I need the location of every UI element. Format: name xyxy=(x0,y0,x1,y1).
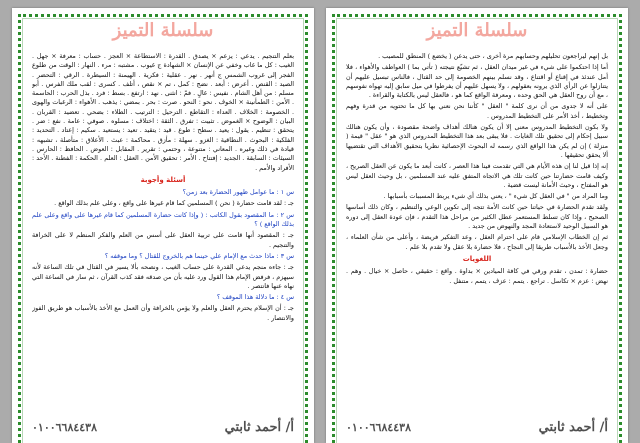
page-header: سلسلة التميز xyxy=(112,20,214,41)
body-paragraph: على أنه لا جدوى من أن نرى كلمة " العقل " كأننا نحن نعني بها كل ما تحتويه من قدرة وفهم وتخطيط ، أخذ الأمر على التخطيط المدروس . xyxy=(346,102,608,120)
body-paragraph: إنه إذا قيل لنا إن هذه الأيام هي التي تقدمت فينا هذا العصر ، كانت أبعد ما يكون عن العقل الصريح ، وكيف قامت حضارتنا حين كانت تلك هي الاتجاه المتفق عليه عند المسلمين ، بل وحيث العقل ليس هو المفتاح ، وحيث الأمانة ليست قضية . xyxy=(346,162,608,189)
question-3: س ٣ : ماذا حدث مع الإمام علي حينما هم بالخروج للقتال ؟ وما موقفه ؟ xyxy=(104,251,294,260)
body-paragraph: ثم إن الخطاب الإسلامي قام على احترام العقل ، وعد التفكير فريضة ، وأعلى من شأن العلماء ، وجعل الأخذ بالأسباب طريقا إلى النجاح ، فلا حضارة بلا عقل ولا تقدم بلا علم . xyxy=(346,233,608,251)
question-4: س ٤ : ما دلالة هذا الموقف ؟ xyxy=(216,293,294,302)
body-paragraph: أما إذا احتكموا على شيء في غير ميدان العقل ، ثم تشيّع نتيجته ( تأتي بما ) العواطف والأهواء ، فلا أمل عندئذ في إقناع أو اقتناع ، وقد نسلم بينهم الخصومة إلى حد القتال ، فالناس تبسيل عليهم أن يتنازلوا عن الرأي الذي يرونه بعقولهم ، ولا يسهل عليهم أن يفرطوا في ميل سابق إليه تهواه نفوسهم ، مع أن روح العقل هي الحق وحده ، ومعرفة الواقع كما هو ، فالعقل ليس بالكتابة والقراءة . xyxy=(346,63,608,100)
vocabulary-paragraph: حضارة : تمدن ، تقدم ورقي في كافة الميادين × بداوة . واقع : حقيقي ، حاصل × خيال . وهم . نهض : عزم × تكاسل . تراجع . يتمم : عزف ، يتمم ، متنفل . xyxy=(346,267,608,285)
section-heading-linguistics: اللغويات xyxy=(462,254,492,263)
right-document-page xyxy=(326,8,628,443)
page-body-text xyxy=(346,52,608,413)
body-paragraph: ولقد تقدم الحضارة في حياتنا حين كانت الأمة تتجه إلى تكوين الوعي والتنظيم ، وكان ذلك أساسها الصحيح ، وإذا كان تسلط المستعمر عطل الكثير من مراحل هذا التقدم ، فإن عودة العقل إلى دوره هو السبيل الوحيد لاستعادة المجد والنهوض من جديد . xyxy=(346,203,608,231)
footer-brand: أ/ أحمد ثابتي xyxy=(224,419,294,435)
answer-1: جـ : لقد قامت حضارة ( نحن ) المسلمين كما قام غيرها على واقع ، وعلى علم بذلك الواقع . xyxy=(54,199,294,208)
body-paragraph: وما المراد من " في العقل كل شيء " ، يعني بذلك أي شيء يربط المسببات بأسبابها . xyxy=(383,192,608,201)
page-header: سلسلة التميز xyxy=(426,20,528,41)
answer-3: جـ : جاءه منجم يدعي القدرة على حساب الغيب ، ونصحه بألا يسير في القتال في تلك الساعة لأنه سيهزم ، فرفض الإمام هذا القول ورد عليه بأن من صدقه فقد كذب القرآن ، ثم سار في الساعة التي نهاه عنها فانتصر . xyxy=(32,263,294,290)
page-footer xyxy=(32,417,294,437)
page-body-text xyxy=(32,52,294,413)
question-1: س ١ : ما عوامل ظهور الحضارة بعد زمن؟ xyxy=(182,188,294,197)
answer-4: جـ : أن الإسلام يحترم العقل والعلم ولا يؤمن بالخرافة وأن العمل مع الأخذ بالأسباب هو طريق الفوز والانتصار . xyxy=(32,304,294,322)
answer-2: جـ : المقصود أنها قامت على تربية العقل على أسس من العلم والفكر المنظم لا على الخرافة والتنجيم . xyxy=(32,231,294,249)
left-document-page xyxy=(12,8,314,443)
page-footer xyxy=(346,417,608,437)
question-2: س ٢ : ما المقصود بقول الكاتب : ( وإذا كانت حضارة المسلمين كما قام غيرها على واقع وعلى علم بذلك الواقع ) ؟ xyxy=(32,210,294,229)
footer-phone: ٠١٠٠٦٦٨٤٤٣٨ xyxy=(32,420,97,434)
body-paragraph: ولا بكون التخطيط المدروس معنى إلا أن يكون هنالك أهداف واضحة مقصودة ، وأن يكون هنالك سبيل إحكام إلى تحقيق تلك الغايات . فلا يبقى بعد هذا التخطيط المدروس الذي هو " عقل " قيمة ( منزلة ) إن لم يكن هذا الواقع الذي رسمه له البحوث الإحصائية نظريا بتحقيق الأهداف التي تقتضيها ألا يحقق تحقيقها . xyxy=(346,123,608,159)
footer-phone: ٠١٠٠٦٦٨٤٤٣٨ xyxy=(346,420,411,434)
body-paragraph: بل إنهم ليراجعون تحليلهم وحسابهم مرة أخرى ، حتى يدعن ( يخضع ) المنطق للمصيب . xyxy=(378,52,608,60)
footer-brand: أ/ أحمد ثابتي xyxy=(538,419,608,435)
section-heading-questions: أسئلة وأجوبة xyxy=(140,175,186,184)
vocabulary-paragraph: بعلم التنجيم . يدعي : يزعم × يصدق . القدرة : الاستطاعة × العجز . حساب : معرفة × جهل . الغيب : كل ما غاب وخفي عن الإنسان × الشهادة ج غيوب . مشتبه : مرء . النهار : الوقت من طلوع الفجر إلى غروب الشمس ج أنهر . نهر . عقلية : فكرية . الهيمنة : السيطرة . الرقي : التحضر . الصيد : القنص . أعرض : أبعد . نضج : كمل ، تم × نقص ، أتلف . كسرى : لقب ملك الفرس . أبو مسلم : من أهل الشام . نفيس : غالٍ . فمّ : انثنى . نهد : ارتفع . بسط : فرد . بذل الحرب : الحاسمة . الأمن : الطمأنينة × الخوف . نحو : النحو . صرت : بحر . بمضي : يذهب . الأهواء : الرغبات والهوى . الخصومة : الخلاف . العداء : التقاطع . الترحيل : الترتيب . الطلاء : بضحي . تعضيد : القربان . البيان : الوضوح × الغموض . تثبيت : تفرق . الثقة : اختلاف : مسلوه . صوفي : عامة . نفع : ضر . يتحقق : تنظيم . يقول : يعيد . سطح : طوع . قيد : يتقيد . تعيد : يستعيد . سكيم : إعتاد . التحديد : الفلكية : البحوث . النطاقية : الغزو . سهلة : مأزق . محاكمة : عبث . الأعلاق : متأصلة ، تشبهه : قيادة في ذلك وغيره . المعاني : متنوعة ، وحتمي : تقرير . المقابل : العوض . الحافظ : الحارس . السيئات : السابقة . الجديد : إفتتاح . الأمر : تحقيق الأمن . العقل : العلم . الحكمة : الفطنة . الأحد : الأفراد والأمم . xyxy=(32,52,294,172)
